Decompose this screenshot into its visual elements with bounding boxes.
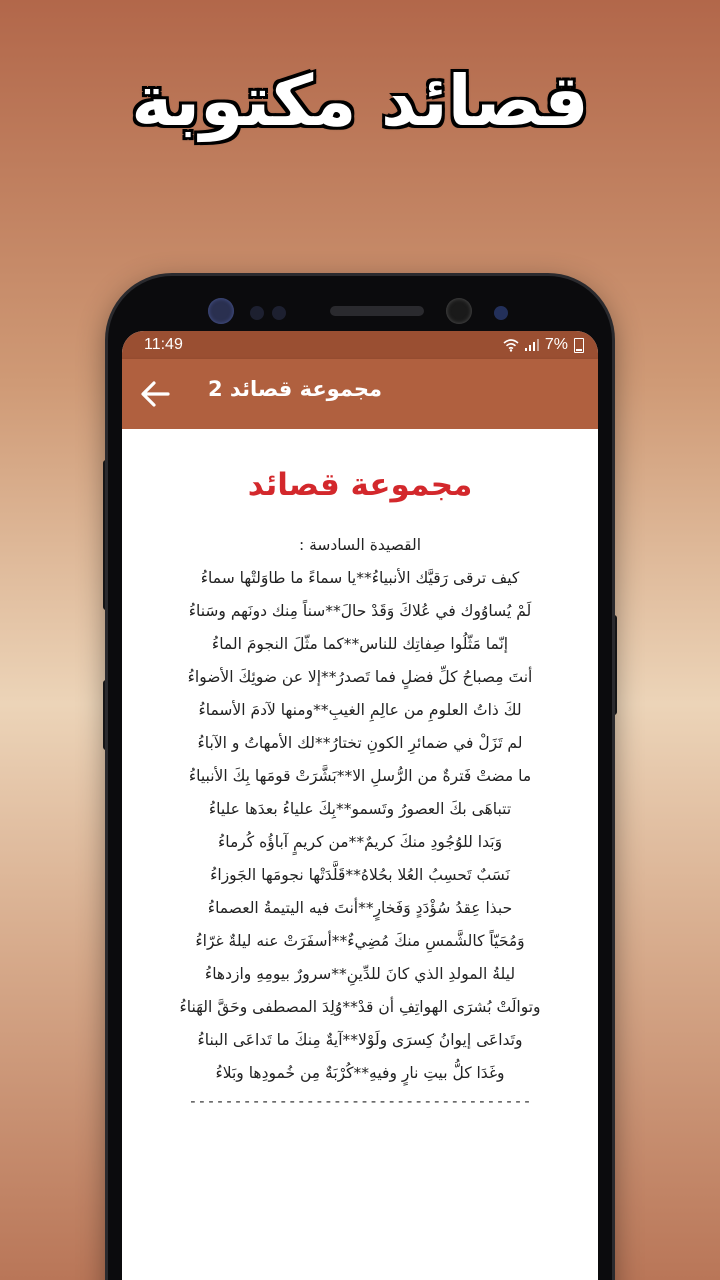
phone-front-sensors	[108, 276, 612, 336]
sensor-icon	[250, 306, 264, 320]
sensor-icon	[494, 306, 508, 320]
earpiece-speaker	[330, 306, 424, 316]
status-indicators	[503, 336, 584, 354]
iris-scanner-icon	[446, 298, 472, 324]
poem-line: كيف ترقى رَقيَّك الأنبياءُ**يا سماءً ما طاوَلتْها سماءُ	[200, 569, 520, 587]
poem-line: أنتَ مِصباحُ كلِّ فضلٍ فما تَصدرُ**إلا عن ضوئِكَ الأضواءُ	[187, 668, 533, 686]
poem-line: لكَ ذاتُ العلومِ من عالِمِ الغيبِ**ومنها لآدمَ الأسماءُ	[198, 701, 522, 719]
battery-icon	[574, 338, 584, 353]
status-time: 11:49	[144, 336, 183, 353]
poem-line: إنّما مَثّلُوا صِفاتِك للناس**كما مثّلَ النجومَ الماءُ	[211, 635, 509, 653]
text-divider: --------------------------------------	[188, 1092, 532, 1110]
page-title: مجموعة قصائد	[247, 467, 473, 503]
poem-line: لَمْ يُساوُوك في عُلاكَ وَقَدْ حالَ**سناً مِنك دونَهم وسَناءُ	[188, 602, 532, 620]
arrow-left-icon	[140, 381, 170, 407]
poem-line: ليلةُ المولدِ الذي كانَ للدِّينِ**سرورٌ بيومِهِ وازدهاءُ	[204, 965, 516, 983]
poem-line: وَمُحَيّاً كالشَّمسِ منكَ مُضِيءٌ**أسفَرَتْ عنه ليلةٌ غرّاءُ	[195, 932, 525, 950]
poem-line: حبذا عِقدُ سُؤْدَدٍ وَفَخارٍ**أنتَ فيه اليتيمةُ العصماءُ	[207, 899, 513, 917]
app-title: مجموعة قصائد 2	[208, 377, 383, 401]
poem-line: وَبَدا للوُجُودِ منكَ كريمٌ**من كريمٍ آباؤُه كُرماءُ	[217, 833, 503, 851]
poem-line: تتباهَى بكَ العصورُ وتَسمو**بِكَ علياءُ بعدَها علياءُ	[208, 800, 512, 818]
poem-line: ما مضتْ فَترةٌ من الرُّسلِ الا**بَشَّرَتْ قومَها بِكَ الأنبياءُ	[188, 767, 532, 785]
status-bar	[122, 331, 598, 359]
poem-line: وتوالَتْ بُشرَى الهواتِفِ أن قدْ**وُلِدَ المصطفى وحَقَّ الهَناءُ	[179, 998, 541, 1016]
sensor-icon	[272, 306, 286, 320]
promo-title: قصائد مكتوبة	[131, 60, 589, 142]
front-camera-icon	[208, 298, 234, 324]
back-button[interactable]	[138, 377, 172, 411]
signal-icon	[525, 339, 539, 351]
poem-text	[122, 529, 598, 1090]
wifi-icon	[503, 339, 519, 352]
phone-screen	[122, 331, 598, 1280]
battery-percent: 7%	[544, 336, 568, 353]
poem-line: وغَدَا كلُّ بيتِ نارٍ وفيهِ**كُرْبَةٌ مِن خُمودِها وبَلاءُ	[215, 1064, 505, 1082]
poem-line: لم تَزَلْ في ضمائرِ الكونِ تختارُ**لك الأمهاتُ و الآباءُ	[197, 734, 523, 752]
poem-line: وتَداعَى إيوانُ كِسرَى ولَوْلا**آيةٌ مِنكَ ما تَداعَى البناءُ	[197, 1031, 523, 1049]
app-bar	[122, 359, 598, 429]
poem-line: القصيدة السادسة :	[298, 536, 422, 554]
poem-content[interactable]	[122, 429, 598, 1280]
poem-line: نَسَبٌ تَحسِبُ العُلا بحُلاهُ**قَلَّدَتْها نجومَها الجَوزاءُ	[210, 866, 510, 884]
